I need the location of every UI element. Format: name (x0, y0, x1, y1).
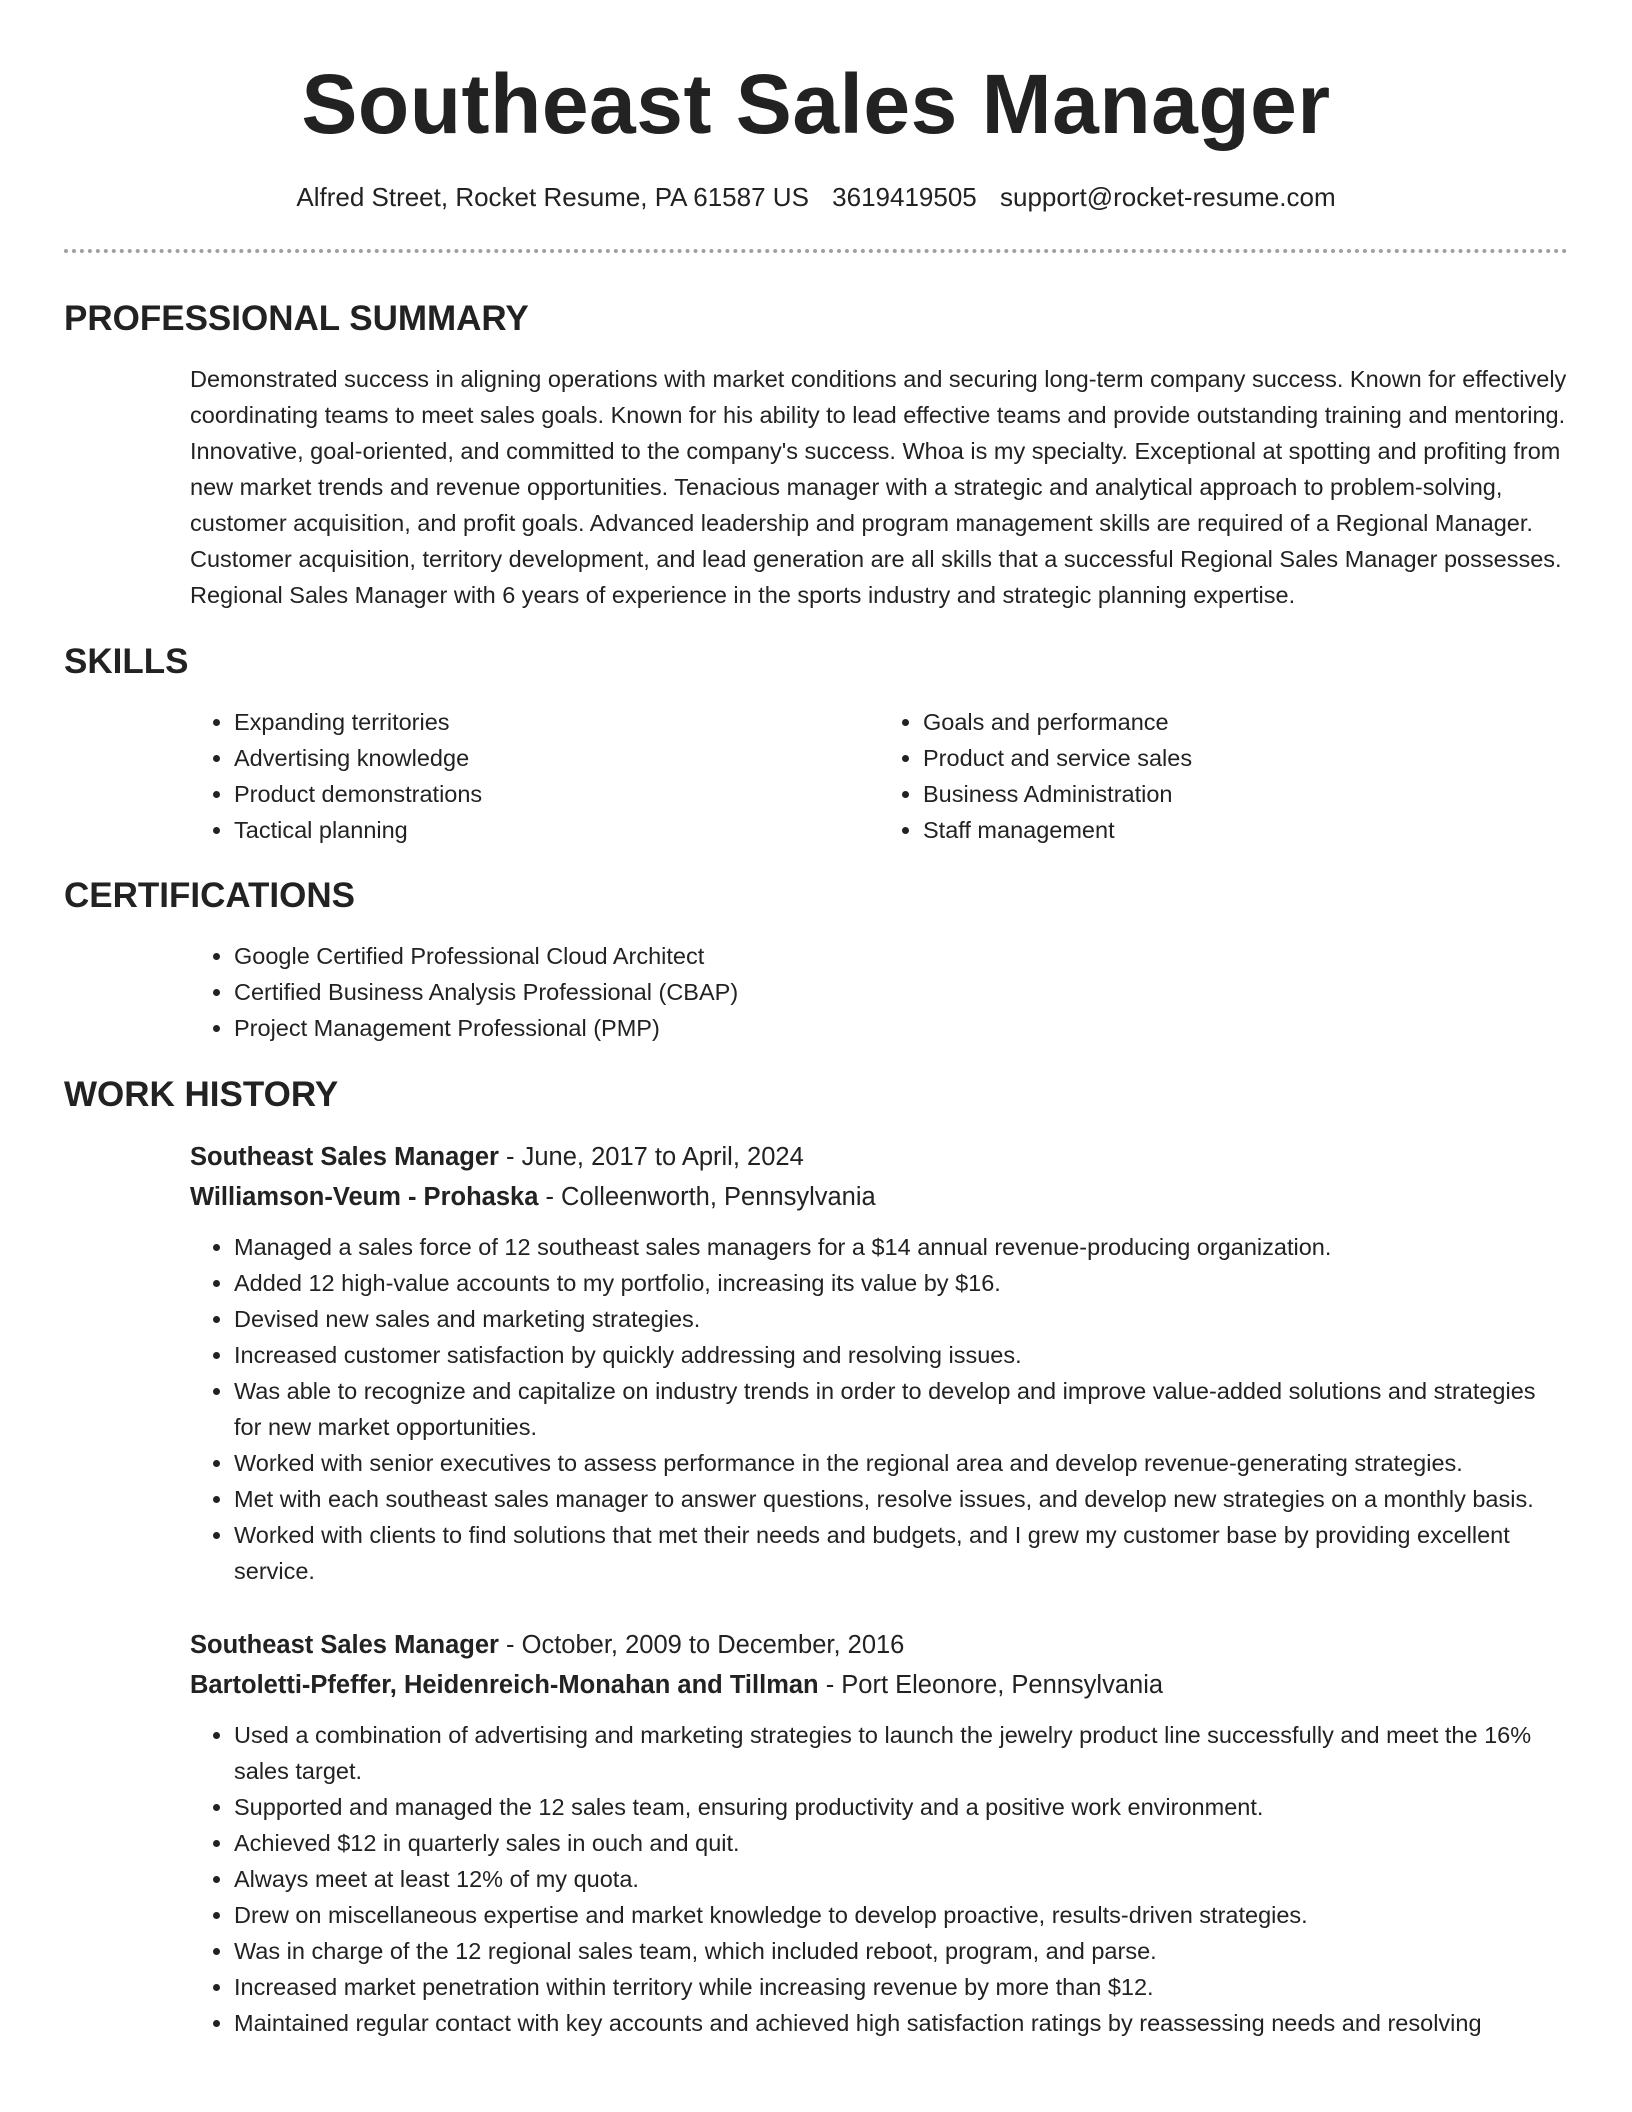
certification-item: • Project Management Professional (PMP) (234, 1010, 1568, 1046)
job-bullet: • Worked with senior executives to assess performance in the regional area and develop revenue-generating strategies. (234, 1445, 1568, 1481)
job-bullet: • Was able to recognize and capitalize on industry trends in order to develop and improve value-added solutions and strategies for new market opportunities. (234, 1373, 1568, 1445)
job-entry (64, 1625, 1568, 2041)
job-bullets (64, 1229, 1568, 1589)
header-divider (64, 249, 1568, 253)
job-bullet: • Drew on miscellaneous expertise and market knowledge to develop proactive, results-driven strategies. (234, 1897, 1568, 1933)
job-location: - Port Eleonore, Pennsylvania (818, 1671, 1164, 1699)
skill-item: • Product and service sales (923, 740, 1568, 776)
job-bullet: • Always meet at least 12% of my quota. (234, 1861, 1568, 1897)
job-company: Williamson-Veum - Prohaska (190, 1183, 539, 1211)
summary-section (64, 297, 1568, 613)
job-bullet: • Managed a sales force of 12 southeast sales managers for a $14 annual revenue-producing organization. (234, 1229, 1568, 1265)
job-role: Southeast Sales Manager (190, 1631, 499, 1659)
job-company-line (190, 1177, 1568, 1217)
contact-address: Alfred Street, Rocket Resume, PA 61587 US (296, 182, 809, 212)
contact-phone: 3619419505 (832, 182, 977, 212)
skills-title: SKILLS (64, 642, 189, 681)
work-history-section (64, 1073, 1568, 2041)
job-bullet: • Added 12 high-value accounts to my portfolio, increasing its value by $16. (234, 1265, 1568, 1301)
certification-item: • Google Certified Professional Cloud Architect (234, 938, 1568, 974)
job-bullet: • Worked with clients to find solutions that met their needs and budgets, and I grew my customer base by providing excellent service. (234, 1517, 1568, 1589)
job-bullets (64, 1717, 1568, 2041)
job-bullet: • Maintained regular contact with key accounts and achieved high satisfaction ratings by reassessing needs and resolving (234, 2005, 1568, 2041)
certifications-section (64, 874, 1568, 1046)
skills-section (64, 640, 1568, 848)
contact-line (64, 180, 1568, 214)
job-dates: - October, 2009 to December, 2016 (498, 1631, 905, 1659)
summary-title: PROFESSIONAL SUMMARY (64, 299, 529, 338)
certification-item: • Certified Business Analysis Professional (CBAP) (234, 974, 1568, 1010)
skill-item: • Product demonstrations (234, 776, 879, 812)
work-history-title: WORK HISTORY (64, 1075, 339, 1114)
skills-columns (64, 704, 1568, 848)
job-bullet: • Devised new sales and marketing strategies. (234, 1301, 1568, 1337)
skill-item: • Advertising knowledge (234, 740, 879, 776)
job-bullet: • Supported and managed the 12 sales team, ensuring productivity and a positive work environment. (234, 1789, 1568, 1825)
job-bullet: • Increased market penetration within territory while increasing revenue by more than $12. (234, 1969, 1568, 2005)
skill-item: • Expanding territories (234, 704, 879, 740)
summary-text: Demonstrated success in aligning operations with market conditions and securing long-term company success. Known for effectively coordinating teams to meet sales goals. Known for his ability to lead effective teams and provide outstanding training and mentoring. Innovative, goal-oriented, and committed to the company's success. Whoa is my specialty. Exceptional at spotting and profiting from new market trends and revenue opportunities. Tenacious manager with a strategic and analytical approach to problem-solving, customer acquisition, and profit goals. Advanced leadership and program management skills are required of a Regional Manager. Customer acquisition, territory development, and lead generation are all skills that a successful Regional Sales Manager possesses. Regional Sales Manager with 6 years of experience in the sports industry and strategic planning expertise. (190, 366, 1567, 608)
job-bullet: • Increased customer satisfaction by quickly addressing and resolving issues. (234, 1337, 1568, 1373)
job-bullet: • Used a combination of advertising and marketing strategies to launch the jewelry product line successfully and meet the 16% sales target. (234, 1717, 1568, 1789)
job-entry (64, 1137, 1568, 1589)
contact-email: support@rocket-resume.com (1000, 182, 1336, 212)
skill-item: • Goals and performance (923, 704, 1568, 740)
resume-name: Southeast Sales Manager (301, 57, 1331, 151)
skills-list-right (879, 704, 1568, 848)
jobs-list (64, 1137, 1568, 2041)
job-role-line (190, 1625, 1568, 1665)
job-company: Bartoletti-Pfeffer, Heidenreich-Monahan and Tillman (190, 1671, 819, 1699)
job-company-line (190, 1665, 1568, 1705)
job-role: Southeast Sales Manager (190, 1143, 499, 1171)
job-location: - Colleenworth, Pennsylvania (538, 1183, 876, 1211)
job-role-line (190, 1137, 1568, 1177)
job-dates: - June, 2017 to April, 2024 (498, 1143, 804, 1171)
job-bullet: • Achieved $12 in quarterly sales in ouch and quit. (234, 1825, 1568, 1861)
resume-page (64, 0, 1568, 2041)
skill-item: • Business Administration (923, 776, 1568, 812)
certifications-list (64, 938, 1568, 1046)
certifications-title: CERTIFICATIONS (64, 876, 356, 915)
skill-item: • Tactical planning (234, 812, 879, 848)
job-bullet: • Met with each southeast sales manager to answer questions, resolve issues, and develop new strategies on a monthly basis. (234, 1481, 1568, 1517)
skills-list-left (64, 704, 879, 848)
job-bullet: • Was in charge of the 12 regional sales team, which included reboot, program, and parse. (234, 1933, 1568, 1969)
skill-item: • Staff management (923, 812, 1568, 848)
